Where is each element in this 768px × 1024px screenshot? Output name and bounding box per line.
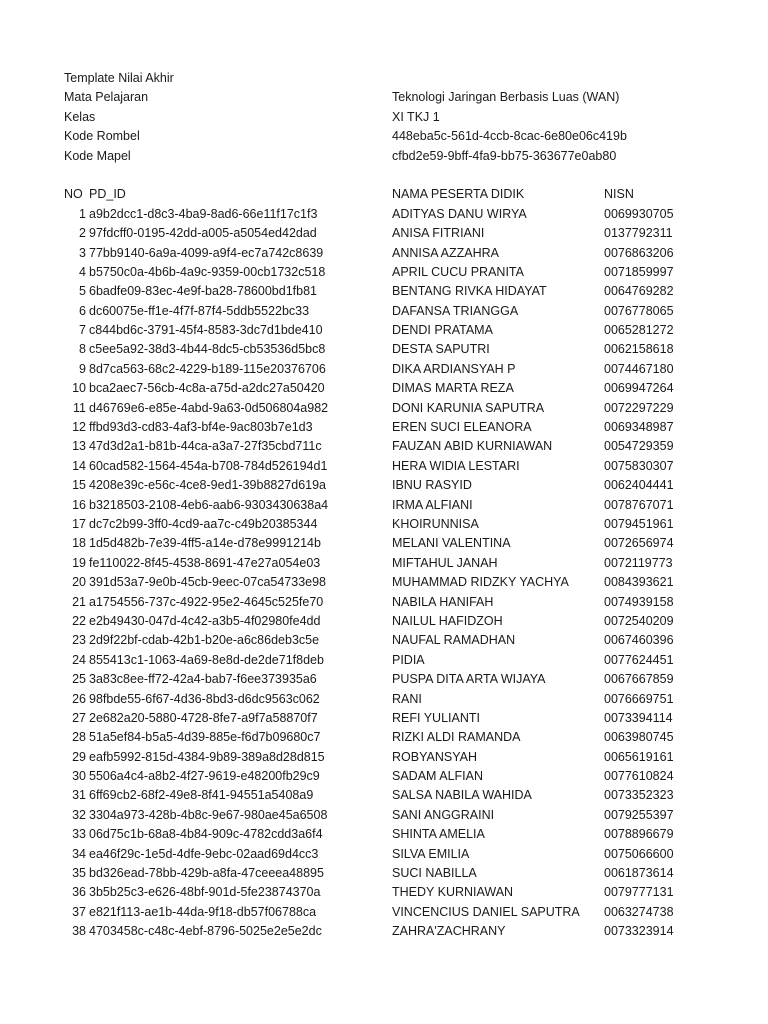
row-number: 27 <box>72 710 86 725</box>
table-row <box>0 651 768 670</box>
row-nisn: 0067460396 <box>604 633 674 648</box>
document-title-row <box>0 69 768 88</box>
row-number: 23 <box>72 633 86 648</box>
row-student-name: SUCI NABILLA <box>392 866 477 881</box>
row-student-name: ANISA FITRIANI <box>392 226 485 241</box>
meta-label: Kelas <box>64 109 96 124</box>
row-pd-id: dc60075e-ff1e-4f7f-87f4-5ddb5522bc33 <box>89 303 310 318</box>
table-row <box>0 302 768 321</box>
row-pd-id: 2e682a20-5880-4728-8fe7-a9f7a58870f7 <box>89 710 318 725</box>
row-number: 37 <box>72 904 86 919</box>
row-nisn: 0075066600 <box>604 846 674 861</box>
table-row <box>0 379 768 398</box>
table-row <box>0 593 768 612</box>
row-nisn: 0072656974 <box>604 536 674 551</box>
row-nisn: 0071859997 <box>604 264 674 279</box>
document-sheet <box>0 69 768 942</box>
row-nisn: 0072540209 <box>604 613 674 628</box>
row-number: 8 <box>79 342 86 357</box>
row-nisn: 0054729359 <box>604 439 674 454</box>
row-nisn: 0076863206 <box>604 245 674 260</box>
header-no: NO <box>64 187 83 202</box>
row-student-name: BENTANG RIVKA HIDAYAT <box>392 284 547 299</box>
row-pd-id: 8d7ca563-68c2-4229-b189-115e20376706 <box>89 361 326 376</box>
table-row <box>0 612 768 631</box>
document-title: Template Nilai Akhir <box>64 71 174 85</box>
meta-row <box>0 88 768 107</box>
row-nisn: 0069947264 <box>604 381 674 396</box>
row-nisn: 0065619161 <box>604 749 674 764</box>
row-number: 19 <box>72 555 86 570</box>
row-student-name: SADAM ALFIAN <box>392 769 483 784</box>
table-row <box>0 437 768 456</box>
row-number: 22 <box>72 613 86 628</box>
row-student-name: DIKA ARDIANSYAH P <box>392 361 516 376</box>
table-row <box>0 224 768 243</box>
table-row <box>0 515 768 534</box>
row-pd-id: bd326ead-78bb-429b-a8fa-47ceeea48895 <box>89 866 324 881</box>
row-nisn: 0074467180 <box>604 361 674 376</box>
table-row <box>0 728 768 747</box>
row-student-name: DIMAS MARTA REZA <box>392 381 514 396</box>
row-student-name: KHOIRUNNISA <box>392 516 479 531</box>
row-number: 25 <box>72 672 86 687</box>
row-pd-id: b3218503-2108-4eb6-aab6-9303430638a4 <box>89 497 329 512</box>
row-pd-id: 60cad582-1564-454a-b708-784d526194d1 <box>89 458 328 473</box>
row-student-name: MUHAMMAD RIDZKY YACHYA <box>392 575 569 590</box>
row-pd-id: 2d9f22bf-cdab-42b1-b20e-a6c86deb3c5e <box>89 633 320 648</box>
row-number: 30 <box>72 769 86 784</box>
table-row <box>0 263 768 282</box>
row-nisn: 0077610824 <box>604 769 674 784</box>
row-pd-id: 1d5d482b-7e39-4ff5-a14e-d78e9991214b <box>89 536 321 551</box>
meta-label: Kode Rombel <box>64 129 140 144</box>
table-row <box>0 321 768 340</box>
table-header <box>0 185 768 204</box>
meta-row <box>0 147 768 166</box>
row-student-name: DESTA SAPUTRI <box>392 342 490 357</box>
row-pd-id: 855413c1-1063-4a69-8e8d-de2de71f8deb <box>89 652 324 667</box>
row-nisn: 0084393621 <box>604 575 674 590</box>
row-number: 29 <box>72 749 86 764</box>
row-pd-id: 5506a4c4-a8b2-4f27-9619-e48200fb29c9 <box>89 769 320 784</box>
row-number: 6 <box>79 303 86 318</box>
table-row <box>0 554 768 573</box>
row-number: 28 <box>72 730 86 745</box>
table-row <box>0 244 768 263</box>
table-row <box>0 825 768 844</box>
row-pd-id: c5ee5a92-38d3-4b44-8dc5-cb53536d5bc8 <box>89 342 326 357</box>
row-pd-id: d46769e6-e85e-4abd-9a63-0d506804a982 <box>89 400 329 415</box>
row-number: 2 <box>79 226 86 241</box>
row-pd-id: 4703458c-c48c-4ebf-8796-5025e2e5e2dc <box>89 924 322 939</box>
row-nisn: 0062404441 <box>604 478 674 493</box>
row-nisn: 0063980745 <box>604 730 674 745</box>
row-student-name: PUSPA DITA ARTA WIJAYA <box>392 672 546 687</box>
header-nisn: NISN <box>604 187 634 202</box>
header-pd-id: PD_ID <box>89 187 126 202</box>
row-pd-id: e2b49430-047d-4c42-a3b5-4f02980fe4dd <box>89 613 321 628</box>
row-number: 38 <box>72 924 86 939</box>
row-student-name: SANI ANGGRAINI <box>392 807 495 822</box>
row-nisn: 0072119773 <box>604 555 673 570</box>
row-nisn: 0062158618 <box>604 342 674 357</box>
row-student-name: REFI YULIANTI <box>392 710 480 725</box>
row-number: 17 <box>72 516 86 531</box>
row-student-name: ADITYAS DANU WIRYA <box>392 206 527 221</box>
row-pd-id: 77bb9140-6a9a-4099-a9f4-ec7a742c8639 <box>89 245 324 260</box>
row-pd-id: fe110022-8f45-4538-8691-47e27a054e03 <box>89 555 321 570</box>
row-number: 31 <box>72 788 86 803</box>
table-row <box>0 883 768 902</box>
meta-label: Kode Mapel <box>64 148 131 163</box>
row-number: 7 <box>79 323 86 338</box>
row-student-name: DENDI PRATAMA <box>392 323 493 338</box>
meta-row <box>0 127 768 146</box>
table-row <box>0 786 768 805</box>
row-number: 1 <box>79 206 86 221</box>
row-student-name: DONI KARUNIA SAPUTRA <box>392 400 545 415</box>
row-pd-id: 3a83c8ee-ff72-42a4-bab7-f6ee373935a6 <box>89 672 317 687</box>
row-number: 21 <box>72 594 86 609</box>
row-number: 24 <box>72 652 86 667</box>
row-nisn: 0067667859 <box>604 672 674 687</box>
row-nisn: 0064769282 <box>604 284 674 299</box>
row-pd-id: 47d3d2a1-b81b-44ca-a3a7-27f35cbd711c <box>89 439 322 454</box>
table-row <box>0 670 768 689</box>
table-row <box>0 709 768 728</box>
row-student-name: APRIL CUCU PRANITA <box>392 264 524 279</box>
table-row <box>0 399 768 418</box>
row-nisn: 0063274738 <box>604 904 674 919</box>
row-nisn: 0074939158 <box>604 594 674 609</box>
row-student-name: FAUZAN ABID KURNIAWAN <box>392 439 553 454</box>
row-number: 18 <box>72 536 86 551</box>
row-student-name: NABILA HANIFAH <box>392 594 494 609</box>
row-nisn: 0077624451 <box>604 652 674 667</box>
row-nisn: 0079255397 <box>604 807 674 822</box>
row-number: 36 <box>72 885 86 900</box>
meta-block <box>0 88 768 166</box>
row-nisn: 0073323914 <box>604 924 674 939</box>
row-number: 4 <box>79 264 86 279</box>
row-student-name: RANI <box>392 691 422 706</box>
row-number: 20 <box>72 575 86 590</box>
table-row <box>0 631 768 650</box>
spacer <box>0 166 768 185</box>
row-student-name: HERA WIDIA LESTARI <box>392 458 520 473</box>
row-number: 9 <box>79 361 86 376</box>
row-student-name: SHINTA AMELIA <box>392 827 485 842</box>
row-nisn: 0076778065 <box>604 303 674 318</box>
table-row <box>0 205 768 224</box>
row-number: 33 <box>72 827 86 842</box>
table-row <box>0 360 768 379</box>
row-nisn: 0065281272 <box>604 323 674 338</box>
row-student-name: NAUFAL RAMADHAN <box>392 633 516 648</box>
row-student-name: ZAHRA'ZACHRANY <box>392 924 506 939</box>
table-row <box>0 340 768 359</box>
row-nisn: 0078896679 <box>604 827 674 842</box>
row-nisn: 0073352323 <box>604 788 674 803</box>
meta-value: cfbd2e59-9bff-4fa9-bb75-363677e0ab80 <box>392 148 617 163</box>
table-row <box>0 864 768 883</box>
meta-value: Teknologi Jaringan Berbasis Luas (WAN) <box>392 90 620 105</box>
row-student-name: ANNISA AZZAHRA <box>392 245 499 260</box>
row-student-name: VINCENCIUS DANIEL SAPUTRA <box>392 904 580 919</box>
row-pd-id: 4208e39c-e56c-4ce8-9ed1-39b8827d619a <box>89 478 327 493</box>
row-student-name: SALSA NABILA WAHIDA <box>392 788 532 803</box>
row-nisn: 0072297229 <box>604 400 674 415</box>
table-row <box>0 690 768 709</box>
row-student-name: DAFANSA TRIANGGA <box>392 303 519 318</box>
row-student-name: PIDIA <box>392 652 425 667</box>
row-pd-id: 3304a973-428b-4b8c-9e67-980ae45a6508 <box>89 807 328 822</box>
row-pd-id: 06d75c1b-68a8-4b84-909c-4782cdd3a6f4 <box>89 827 323 842</box>
row-pd-id: e821f113-ae1b-44da-9f18-db57f06788ca <box>89 904 317 919</box>
row-number: 12 <box>72 420 86 435</box>
table-row <box>0 282 768 301</box>
table-row <box>0 496 768 515</box>
meta-value: 448eba5c-561d-4ccb-8cac-6e80e06c419b <box>392 129 627 144</box>
row-pd-id: dc7c2b99-3ff0-4cd9-aa7c-c49b20385344 <box>89 516 318 531</box>
row-pd-id: ffbd93d3-cd83-4af3-bf4e-9ac803b7e1d3 <box>89 420 313 435</box>
meta-label: Mata Pelajaran <box>64 90 149 105</box>
row-number: 35 <box>72 866 86 881</box>
row-student-name: THEDY KURNIAWAN <box>392 885 514 900</box>
row-number: 32 <box>72 807 86 822</box>
table-row <box>0 748 768 767</box>
row-number: 5 <box>79 284 86 299</box>
row-nisn: 0076669751 <box>604 691 674 706</box>
row-student-name: RIZKI ALDI RAMANDA <box>392 730 521 745</box>
row-pd-id: a9b2dcc1-d8c3-4ba9-8ad6-66e11f17c1f3 <box>89 206 318 221</box>
row-nisn: 0061873614 <box>604 866 674 881</box>
row-student-name: MELANI VALENTINA <box>392 536 511 551</box>
row-number: 10 <box>72 381 86 396</box>
table-row <box>0 573 768 592</box>
row-pd-id: a1754556-737c-4922-95e2-4645c525fe70 <box>89 594 324 609</box>
meta-row <box>0 108 768 127</box>
row-pd-id: eafb5992-815d-4384-9b89-389a8d28d815 <box>89 749 325 764</box>
row-pd-id: 51a5ef84-b5a5-4d39-885e-f6d7b09680c7 <box>89 730 321 745</box>
row-pd-id: ea46f29c-1e5d-4dfe-9ebc-02aad69d4cc3 <box>89 846 319 861</box>
row-nisn: 0137792311 <box>604 226 673 241</box>
table-row <box>0 806 768 825</box>
row-pd-id: 6badfe09-83ec-4e9f-ba28-78600bd1fb81 <box>89 284 317 299</box>
row-student-name: MIFTAHUL JANAH <box>392 555 498 570</box>
row-number: 3 <box>79 245 86 260</box>
table-row <box>0 534 768 553</box>
row-pd-id: b5750c0a-4b6b-4a9c-9359-00cb1732c518 <box>89 264 326 279</box>
row-pd-id: bca2aec7-56cb-4c8a-a75d-a2dc27a50420 <box>89 381 325 396</box>
row-number: 15 <box>72 478 86 493</box>
row-number: 26 <box>72 691 86 706</box>
meta-value: XI TKJ 1 <box>392 109 440 124</box>
row-pd-id: 391d53a7-9e0b-45cb-9eec-07ca54733e98 <box>89 575 327 590</box>
row-nisn: 0069348987 <box>604 420 674 435</box>
row-student-name: EREN SUCI ELEANORA <box>392 420 532 435</box>
row-number: 16 <box>72 497 86 512</box>
row-pd-id: 98fbde55-6f67-4d36-8bd3-d6dc9563c062 <box>89 691 320 706</box>
table-row <box>0 457 768 476</box>
table-row <box>0 476 768 495</box>
row-number: 14 <box>72 458 86 473</box>
row-pd-id: c844bd6c-3791-45f4-8583-3dc7d1bde410 <box>89 323 323 338</box>
table-row <box>0 903 768 922</box>
table-row <box>0 922 768 941</box>
row-nisn: 0069930705 <box>604 206 674 221</box>
row-student-name: SILVA EMILIA <box>392 846 470 861</box>
row-student-name: NAILUL HAFIDZOH <box>392 613 503 628</box>
row-nisn: 0079777131 <box>604 885 674 900</box>
row-pd-id: 3b5b25c3-e626-48bf-901d-5fe23874370a <box>89 885 321 900</box>
table-row <box>0 418 768 437</box>
row-nisn: 0075830307 <box>604 458 674 473</box>
row-nisn: 0078767071 <box>604 497 674 512</box>
row-pd-id: 97fdcff0-0195-42dd-a005-a5054ed42dad <box>89 226 317 241</box>
row-number: 11 <box>73 400 86 415</box>
row-nisn: 0073394114 <box>604 710 673 725</box>
table-row <box>0 767 768 786</box>
row-student-name: ROBYANSYAH <box>392 749 477 764</box>
table-row <box>0 845 768 864</box>
row-nisn: 0079451961 <box>604 516 674 531</box>
row-pd-id: 6ff69cb2-68f2-49e8-8f41-94551a5408a9 <box>89 788 314 803</box>
row-student-name: IBNU RASYID <box>392 478 472 493</box>
table-body <box>0 205 768 942</box>
row-number: 34 <box>72 846 86 861</box>
row-student-name: IRMA ALFIANI <box>392 497 473 512</box>
row-number: 13 <box>72 439 86 454</box>
header-name: NAMA PESERTA DIDIK <box>392 187 525 202</box>
